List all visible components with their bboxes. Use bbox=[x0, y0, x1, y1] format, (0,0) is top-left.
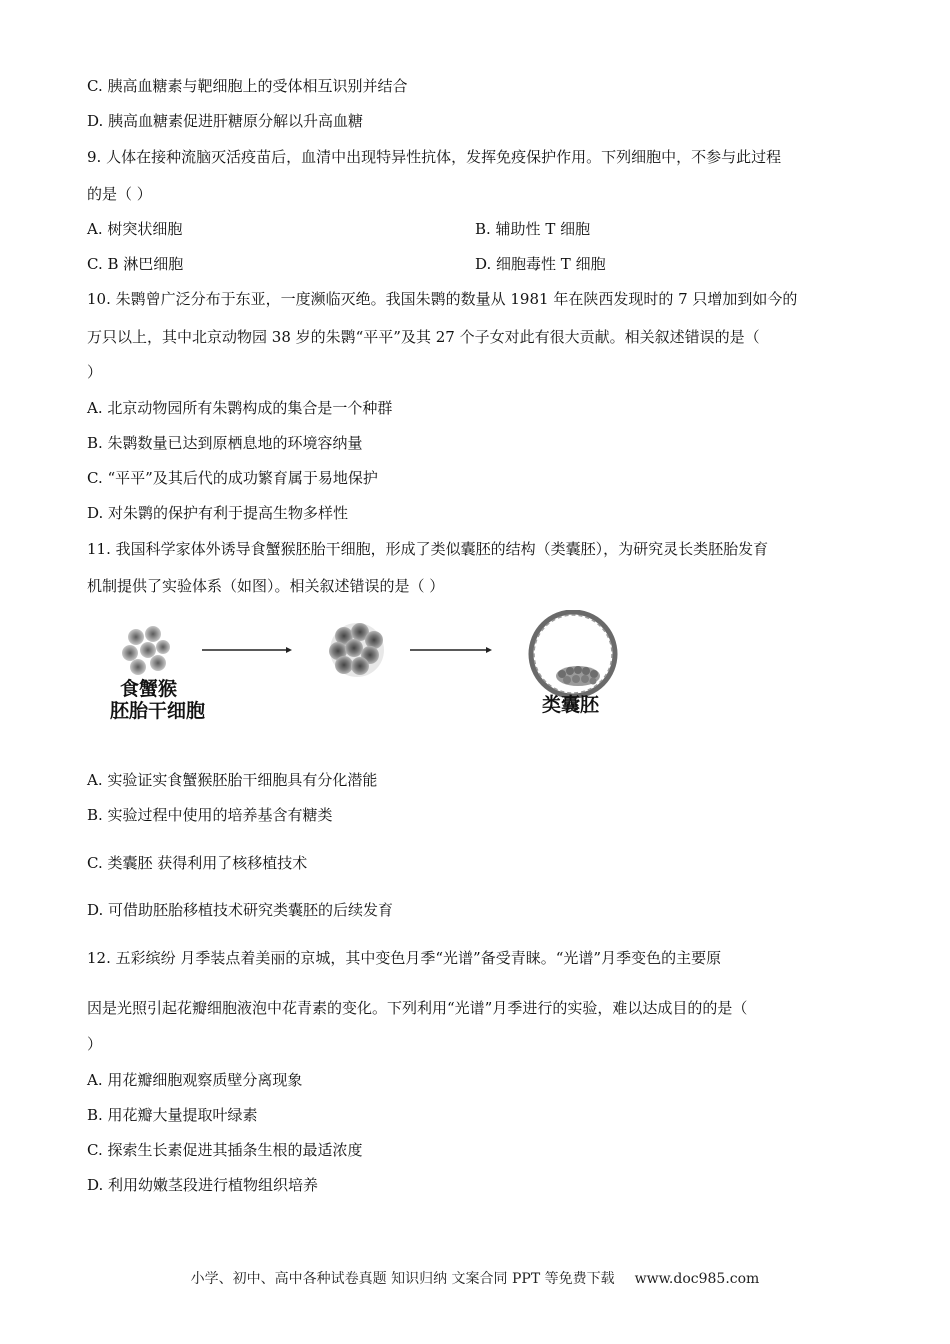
blastoid bbox=[531, 612, 615, 696]
q11-stem-line1: 11. 我国科学家体外诱导食蟹猴胚胎干细胞，形成了类似囊胚的结构（类囊胚），为研究灵长类胚胎发育 bbox=[87, 540, 769, 558]
q12-stem-line1: 12. 五彩缤纷 月季装点着美丽的京城，其中变色月季“光谱”备受青睐。“光谱”月季变色的主要原 bbox=[87, 949, 722, 967]
q10-option-c: C. “平平”及其后代的成功繁育属于易地保护 bbox=[87, 469, 378, 487]
stem-cells-cluster bbox=[122, 626, 170, 675]
arrow-2 bbox=[410, 647, 492, 653]
q9-stem-line1: 9. 人体在接种流脑灭活疫苗后，血清中出现特异性抗体，发挥免疫保护作用。下列细胞中，不参与此过程 bbox=[87, 148, 782, 166]
q10-stem-line3: ） bbox=[87, 363, 103, 381]
label-blastoid: 类囊胚 bbox=[542, 694, 600, 716]
q12-option-a: A. 用花瓣细胞观察质壁分离现象 bbox=[87, 1071, 303, 1089]
page-footer bbox=[0, 1268, 950, 1288]
q12-stem-line2: 因是光照引起花瓣细胞液泡中花青素的变化。下列利用“光谱”月季进行的实验，难以达成目的的是（ bbox=[87, 999, 748, 1017]
embryo-figure bbox=[100, 610, 640, 728]
arrow-1 bbox=[202, 647, 292, 653]
q9-option-c: C. B 淋巴细胞 bbox=[87, 255, 184, 273]
label-monkey: 食蟹猴 bbox=[120, 678, 178, 700]
q12-option-b: B. 用花瓣大量提取叶绿素 bbox=[87, 1106, 258, 1124]
q12-stem-line3: ） bbox=[87, 1035, 103, 1053]
q9-stem-line2: 的是（ ） bbox=[87, 185, 152, 203]
q10-option-b: B. 朱鹮数量已达到原栖息地的环境容纳量 bbox=[87, 434, 363, 452]
footer-text: 小学、初中、高中各种试卷真题 知识归纳 文案合同 PPT 等免费下载 bbox=[190, 1271, 615, 1287]
q8-option-c: C. 胰高血糖素与靶细胞上的受体相互识别并结合 bbox=[87, 77, 408, 95]
footer-url[interactable]: www.doc985.com bbox=[634, 1271, 760, 1287]
q8-option-d: D. 胰高血糖素促进肝糖原分解以升高血糖 bbox=[87, 112, 364, 130]
q11-stem-line2: 机制提供了实验体系（如图）。相关叙述错误的是（ ） bbox=[87, 577, 445, 595]
q10-option-d: D. 对朱鹮的保护有利于提高生物多样性 bbox=[87, 504, 349, 522]
q10-stem-line1: 10. 朱鹮曾广泛分布于东亚，一度濒临灭绝。我国朱鹮的数量从 1981 年在陕西发现时的 7 只增加到如今的 bbox=[87, 290, 798, 308]
q11-option-b: B. 实验过程中使用的培养基含有糖类 bbox=[87, 806, 333, 824]
q10-stem-line2: 万只以上，其中北京动物园 38 岁的朱鹮“平平”及其 27 个子女对此有很大贡献。相关叙述错误的是（ bbox=[87, 328, 760, 346]
q9-option-a: A. 树突状细胞 bbox=[87, 220, 183, 238]
q10-option-a: A. 北京动物园所有朱鹮构成的集合是一个种群 bbox=[87, 399, 393, 417]
q11-option-d: D. 可借助胚胎移植技术研究类囊胚的后续发育 bbox=[87, 901, 394, 919]
q12-option-d: D. 利用幼嫩茎段进行植物组织培养 bbox=[87, 1176, 319, 1194]
q12-option-c: C. 探索生长素促进其插条生根的最适浓度 bbox=[87, 1141, 363, 1159]
q11-option-c: C. 类囊胚 获得利用了核移植技术 bbox=[87, 854, 308, 872]
q9-option-d: D. 细胞毒性 T 细胞 bbox=[475, 255, 606, 273]
cell-aggregate bbox=[329, 623, 384, 677]
label-embryonic-stem-cells: 胚胎干细胞 bbox=[110, 700, 206, 722]
q9-option-b: B. 辅助性 T 细胞 bbox=[475, 220, 591, 238]
q11-option-a: A. 实验证实食蟹猴胚胎干细胞具有分化潜能 bbox=[87, 771, 378, 789]
